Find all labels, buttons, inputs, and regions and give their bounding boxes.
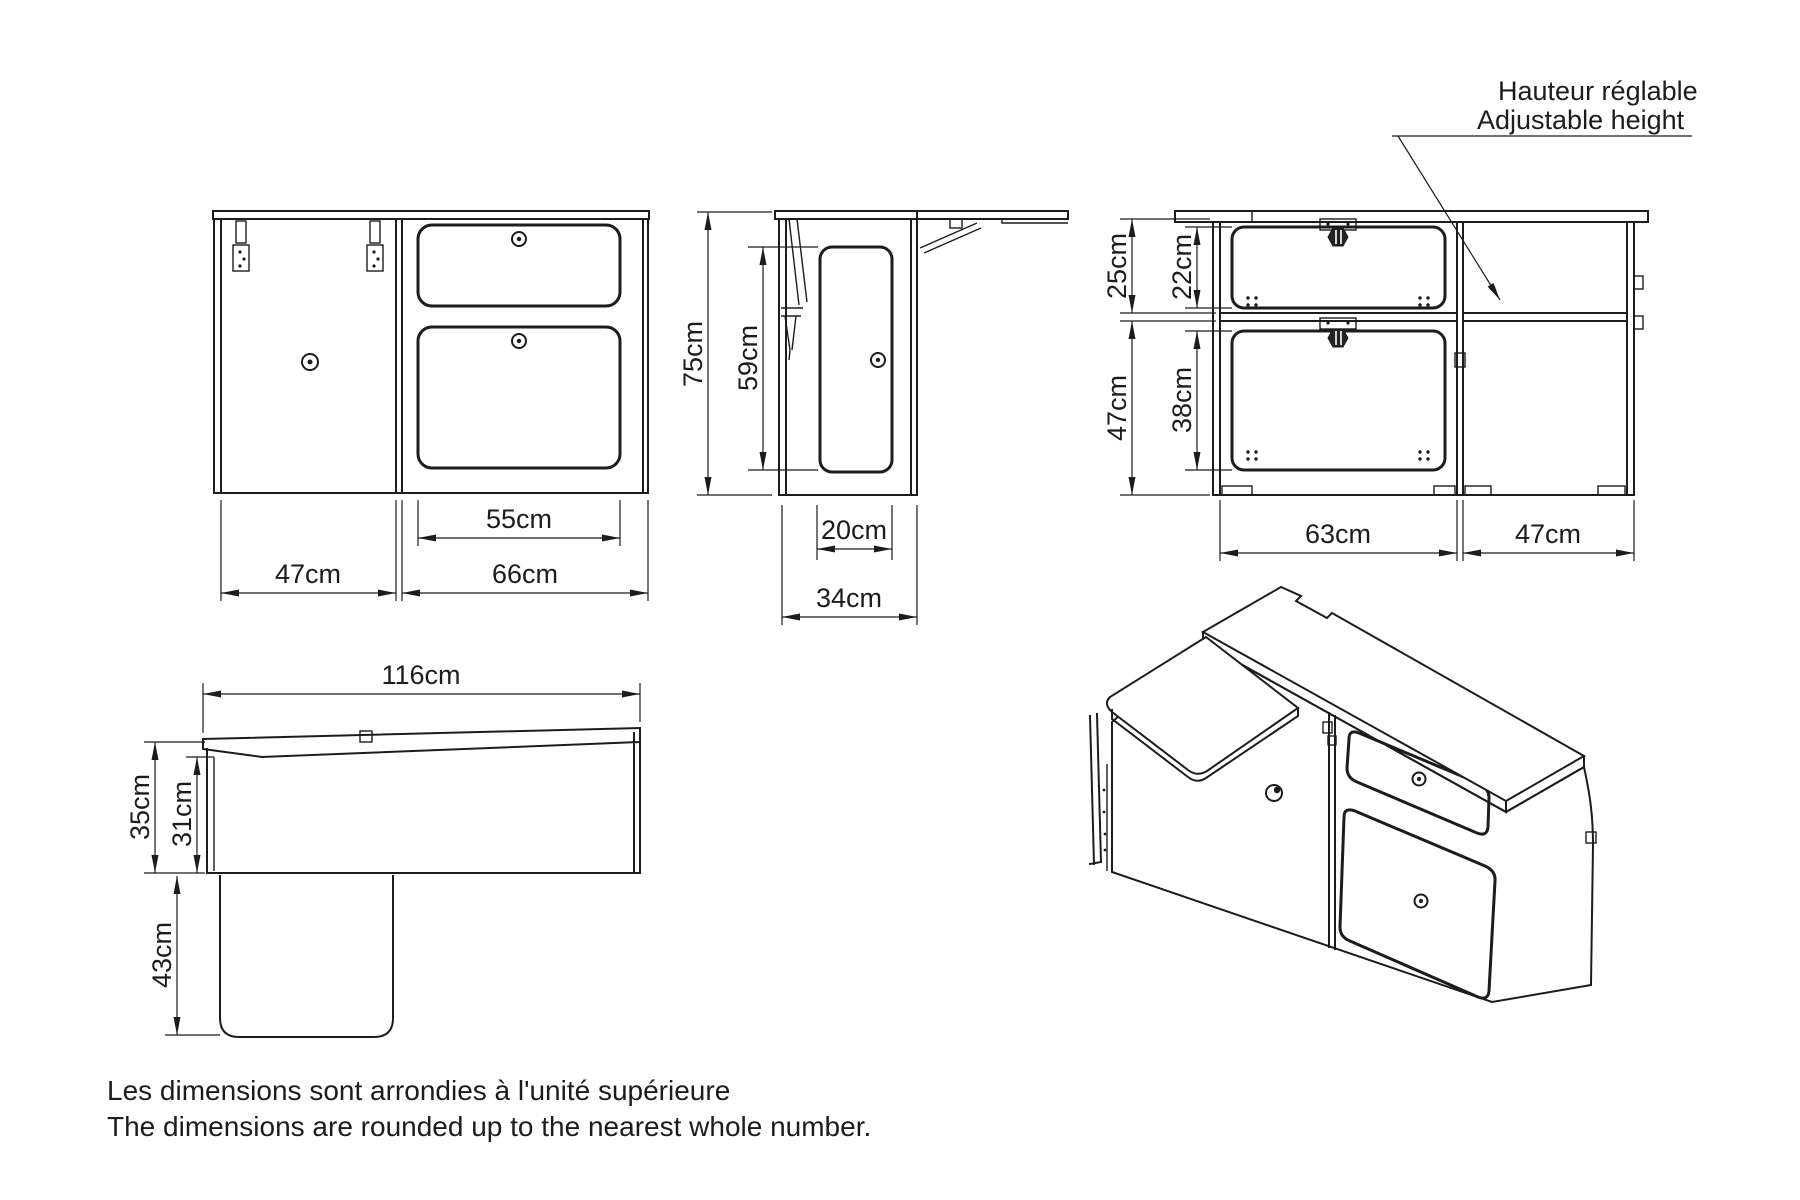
- wall-hook: [1634, 316, 1643, 329]
- dim-label: 59cm: [733, 324, 763, 392]
- annotation-text-en: Adjustable height: [1477, 105, 1685, 135]
- door-screws: [1246, 296, 1429, 306]
- wall-hook: [1634, 276, 1643, 289]
- cabinet-outline: [779, 219, 917, 495]
- latch: [1320, 219, 1356, 246]
- dim-label: 63cm: [1304, 519, 1372, 549]
- dim-label: 22cm: [1167, 233, 1197, 301]
- table-latch: [950, 219, 962, 228]
- hinge-bracket: [233, 221, 249, 271]
- dim-total-width: [203, 660, 640, 733]
- door-screws: [1246, 450, 1429, 460]
- annotation-adjustable-height: [1392, 76, 1698, 300]
- dim-label: 38cm: [1167, 366, 1197, 434]
- dim-right-width: [1463, 500, 1634, 561]
- dim-left-section: [221, 500, 396, 601]
- footnote-en: The dimensions are rounded up to the nearest whole number.: [107, 1111, 872, 1142]
- cabinet-outline: [1213, 222, 1634, 495]
- dim-top-inner: [1167, 227, 1232, 308]
- drawer-lock: [512, 232, 526, 246]
- hinge-bracket: [367, 221, 383, 271]
- dim-label: 47cm: [1514, 519, 1582, 549]
- dim-label: 31cm: [167, 780, 197, 848]
- dim-door-width: [817, 505, 892, 560]
- dim-label: 55cm: [485, 504, 553, 534]
- compartment-door-bottom: [1232, 331, 1445, 470]
- dim-label: 116cm: [381, 660, 461, 690]
- shelf-adjustable: [1463, 313, 1627, 321]
- dim-label: 43cm: [147, 921, 177, 989]
- side-view: [678, 211, 1068, 625]
- stored-table-leg: [781, 219, 807, 360]
- top-view: [125, 660, 640, 1037]
- fold-table-flap: [917, 211, 1068, 253]
- dim-label: 25cm: [1102, 232, 1132, 300]
- dim-label: 47cm: [1102, 374, 1132, 442]
- footnote: [107, 1075, 871, 1142]
- dim-table-depth: [147, 876, 220, 1035]
- dim-label: 47cm: [274, 559, 342, 589]
- counter-top-edge: [775, 211, 917, 219]
- dim-top-outer: [1102, 219, 1216, 313]
- dim-label: 20cm: [820, 515, 888, 545]
- dim-label: 35cm: [125, 773, 155, 841]
- dim-door-height: [733, 247, 818, 470]
- door-knob: [302, 354, 318, 370]
- cabinet-outline: [214, 219, 648, 493]
- dim-label: 75cm: [678, 320, 708, 388]
- table-leg: [1090, 714, 1106, 864]
- door-knob: [871, 353, 885, 367]
- dim-label: 66cm: [491, 559, 559, 589]
- foot: [1434, 486, 1455, 495]
- foot: [1222, 486, 1252, 495]
- isometric-view: [1090, 587, 1596, 1002]
- shelf-left: [1220, 313, 1457, 321]
- front-view: [213, 211, 649, 601]
- counter-top-edge: [213, 211, 649, 219]
- counter-top-edge: [1175, 211, 1648, 222]
- fold-table-plan: [220, 876, 393, 1037]
- dim-bottom-inner: [1167, 331, 1232, 470]
- dim-label: 34cm: [815, 583, 883, 613]
- foot: [1598, 486, 1625, 495]
- side-door: [820, 247, 892, 472]
- clip-detail: [360, 731, 372, 742]
- annotation-text-fr: Hauteur réglable: [1498, 76, 1698, 106]
- drawer-lock: [512, 334, 526, 348]
- foot: [1465, 486, 1491, 495]
- counter-plan-outline: [203, 728, 640, 873]
- footnote-fr: Les dimensions sont arrondies à l'unité supérieure: [107, 1075, 731, 1106]
- back-view: [1102, 76, 1698, 561]
- dim-bottom-outer: [1102, 321, 1216, 495]
- dim-left-width: [1220, 500, 1457, 561]
- dim-drawer-width: [418, 500, 620, 546]
